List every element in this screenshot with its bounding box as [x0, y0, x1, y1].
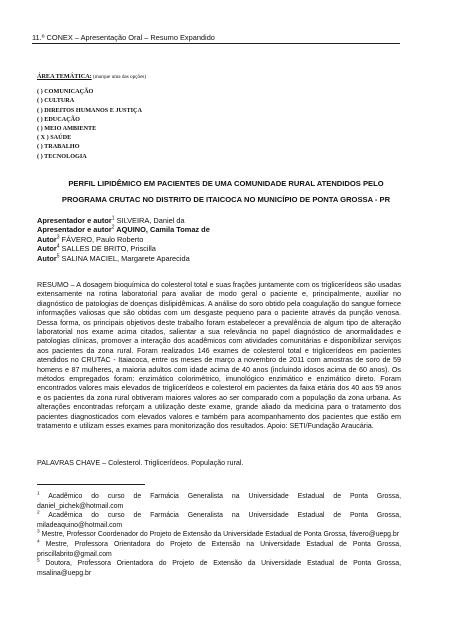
footnote-2: [37, 511, 401, 530]
author-3: [37, 235, 397, 244]
option-educacao[interactable]: ( ) EDUCAÇÃO: [37, 115, 80, 123]
footnote-4: [37, 540, 401, 559]
author-role: Autor: [37, 234, 57, 244]
abstract-paragraph: RESUMO – A dosagem bioquímica do colesterol total e suas frações juntamente com os triglicerídeos são usadas extensamente na rotina laboratorial para avaliar de modo geral o paciente e, principalmente, auxiliar no diagnóstico de patologias de doenças dislipidêmicas. A análise do soro obtido pela coagulação do sangue fornece informações valiosas que são obtidas com um desgaste pequeno para o paciente através da punção venosa. Dessa forma, os principais objetivos deste trabalho foram estabelecer a prevalência de algum tipo de alteração laboratorial nos exame acima citados, salientar a sua relevância no papel diagnóstico de anormalidades e patologias clínicas, promover a interação dos acadêmicos com atividades comunitárias e disponibilizar serviços aos pacientes da zona rural. Foram realizados 146 exames de colesterol total e triglicerídeos em pacientes atendidos no CRUTAC - Itaiacoca, entre os meses de março a novembro de 2011 com amostras de soro de 59 homens e 87 mulheres, a maioria adultos com idade acima de 40 anos (incluindo idosos acima de 60 anos). Os métodos empregados foram: enzimático colorimétrico, imunológico enzimático e enzimático direto. Foram encontrados valores mais elevados de triglicerídeos e colesterol em pacientes da faixa etária dos 40 aos 59 anos e os pacientes da zona rural obtiveram maiores valores ao ser comparado com a população da zona urbana. As alterações encontradas reforçam a utilização deste exame, grande aliado da medicina para o tratamento dos pacientes diagnosticados com elevados valores e também para acompanhamento dos pacientes que estão em tratamento e utilizam esses exames para monitorização dos resultados. Apoio: SETI/Fundação Araucária.: [37, 280, 401, 431]
option-direitos-humanos[interactable]: ( ) DIREITOS HUMANOS E JUSTIÇA: [37, 106, 142, 114]
option-meio-ambiente[interactable]: ( ) MEIO AMBIENTE: [37, 125, 97, 133]
footnote-3: [37, 530, 401, 540]
thematic-area-title: [37, 72, 297, 82]
author-name: FÁVERO, Paulo Roberto: [59, 234, 144, 244]
option-trabalho[interactable]: ( ) TRABALHO: [37, 143, 80, 151]
footnote-sup: 5: [37, 558, 40, 564]
author-name: SILVEIRA, Daniel da: [114, 216, 185, 225]
footnote-sup: 3: [37, 530, 40, 536]
author-role: Apresentador e autor: [37, 225, 112, 235]
footnote-text: Mestre, Professora Orientadora do Projeto de Extensão na Universidade Estadual de Ponta Grossa, priscillabrito@gmail.com: [37, 540, 401, 558]
footnotes: [37, 492, 401, 578]
paper-title: [50, 176, 402, 207]
option-saude[interactable]: ( X ) SAÚDE: [37, 134, 72, 142]
author-name: AQUINO, Camila Tomaz de: [114, 225, 210, 235]
author-name: SALLES DE BRITO, Priscilla: [59, 244, 156, 254]
author-4: [37, 244, 397, 253]
author-sup: 4: [56, 243, 60, 250]
author-sup: 3: [56, 234, 60, 241]
footnote-text: Acadêmico do curso de Farmácia Generalista na Universidade Estadual de Ponta Grossa, daniel_pichek@hotmail.com: [37, 493, 401, 510]
paper-title-line-2: PROGRAMA CRUTAC NO DISTRITO DE ITAICOCA NO MUNICÍPIO DE PONTA GROSSA - PR: [61, 194, 391, 204]
author-sup: 1: [111, 215, 115, 222]
footnote-5: [37, 559, 401, 578]
header-text: 11.º CONEX – Apresentação Oral – Resumo Expandido: [32, 33, 215, 42]
thematic-area-label: ÁREA TEMÁTICA:: [37, 73, 92, 80]
author-sup: 5: [56, 253, 60, 260]
footnote-sup: 4: [37, 539, 40, 545]
keywords: PALAVRAS CHAVE – Colesterol. Triglicerídeos. População rural.: [37, 458, 244, 467]
page-header: [32, 33, 400, 44]
footnote-text: Doutora, Professora Orientadora do Projeto de Extensão da Universidade Estadual de Ponta Grossa, msalina@uepg.br: [37, 560, 401, 577]
author-role: Apresentador e autor: [37, 216, 112, 225]
option-comunicacao[interactable]: ( ) COMUNICAÇÃO: [37, 88, 94, 96]
footnote-sup: 1: [37, 491, 40, 497]
footnote-1: [37, 492, 401, 511]
author-list: [37, 216, 397, 263]
option-cultura[interactable]: ( ) CULTURA: [37, 97, 75, 105]
author-5: [37, 254, 397, 263]
option-tecnologia[interactable]: ( ) TECNOLOGIA: [37, 152, 87, 160]
thematic-area: [37, 72, 297, 161]
footnote-text: Acadêmica do curso de Farmácia Generalista na Universidade Estadual de Ponta Grossa, miladeaquino@hotmail.com: [37, 512, 401, 529]
author-role: Autor: [37, 244, 57, 254]
author-role: Autor: [37, 253, 57, 263]
footnote-sup: 2: [37, 510, 40, 516]
author-1: [37, 216, 397, 225]
author-2: [37, 225, 397, 234]
footnote-text: Mestre, Professor Coordenador do Projeto de Extensão da Universidade Estadual de Ponta Grossa, fávero@uepg.br: [39, 531, 400, 539]
footnote-divider: [37, 484, 145, 485]
thematic-area-note: (marque uma das opções): [91, 74, 147, 80]
author-sup: 2: [111, 224, 115, 231]
author-name: SALINA MACIEL, Margarete Aparecida: [59, 253, 190, 263]
paper-title-line-1: PERFIL LIPIDÊMICO EM PACIENTES DE UMA COMUNIDADE RURAL ATENDIDOS PELO: [68, 179, 384, 188]
